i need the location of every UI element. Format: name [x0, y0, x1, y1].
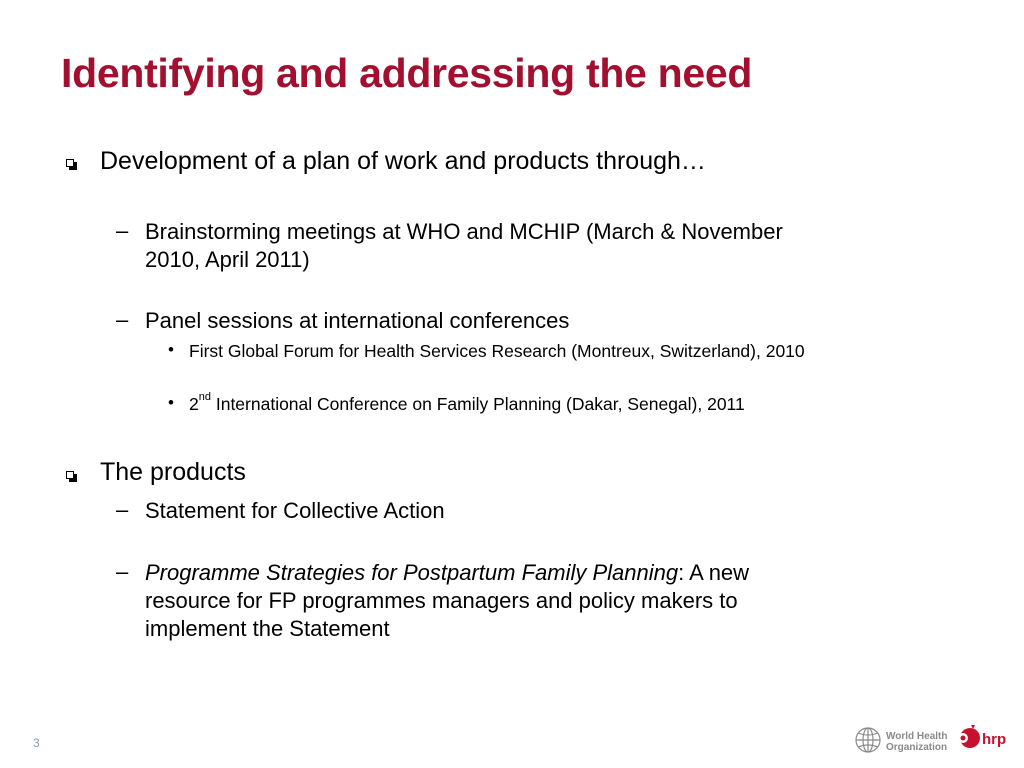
sub-bullet-brainstorming-line1: Brainstorming meetings at WHO and MCHIP (March & November: [145, 219, 783, 244]
who-logo: [852, 722, 950, 758]
who-name-line1: World Health: [886, 731, 948, 742]
conference-text: International Conference on Family Planning (Dakar, Senegal), 2011: [210, 394, 745, 414]
dash-bullet-icon: –: [116, 559, 129, 584]
sub-bullet-brainstorming-line2: 2010, April 2011): [145, 247, 310, 272]
square-bullet-icon: [66, 471, 74, 479]
square-bullet-icon: [66, 159, 74, 167]
sub-sub-bullet-fp-conference: [189, 391, 745, 415]
slide-number: 3: [33, 736, 40, 750]
bullet-products: The products: [100, 458, 246, 486]
sub-bullet-programme-strategies-line1: [145, 559, 749, 587]
sub-bullet-programme-strategies-line3: implement the Statement: [145, 616, 390, 641]
hrp-emblem-icon: [958, 725, 980, 748]
ordinal-number: 2: [189, 394, 199, 414]
dash-bullet-icon: –: [116, 497, 129, 522]
publication-title: Programme Strategies for Postpartum Family Planning: [145, 560, 679, 585]
dash-bullet-icon: –: [116, 218, 129, 243]
dash-bullet-icon: –: [116, 307, 129, 332]
hrp-logo: [957, 723, 1013, 753]
bullet-development: Development of a plan of work and products through…: [100, 147, 706, 175]
who-emblem-icon: [856, 728, 880, 752]
ordinal-suffix: nd: [198, 391, 211, 403]
slide-title: Identifying and addressing the need: [61, 50, 753, 96]
who-name-line2: Organization: [886, 742, 948, 753]
hrp-label: hrp: [982, 731, 1007, 748]
sub-bullet-panel-sessions: Panel sessions at international conferences: [145, 308, 570, 333]
dot-bullet-icon: •: [168, 340, 174, 359]
sub-bullet-statement: Statement for Collective Action: [145, 498, 445, 523]
sub-sub-bullet-global-forum: First Global Forum for Health Services Research (Montreux, Switzerland), 2010: [189, 341, 805, 361]
dot-bullet-icon: •: [168, 393, 174, 412]
programme-strategies-tail: : A new: [678, 560, 750, 585]
sub-bullet-programme-strategies-line2: resource for FP programmes managers and policy makers to: [145, 588, 738, 613]
